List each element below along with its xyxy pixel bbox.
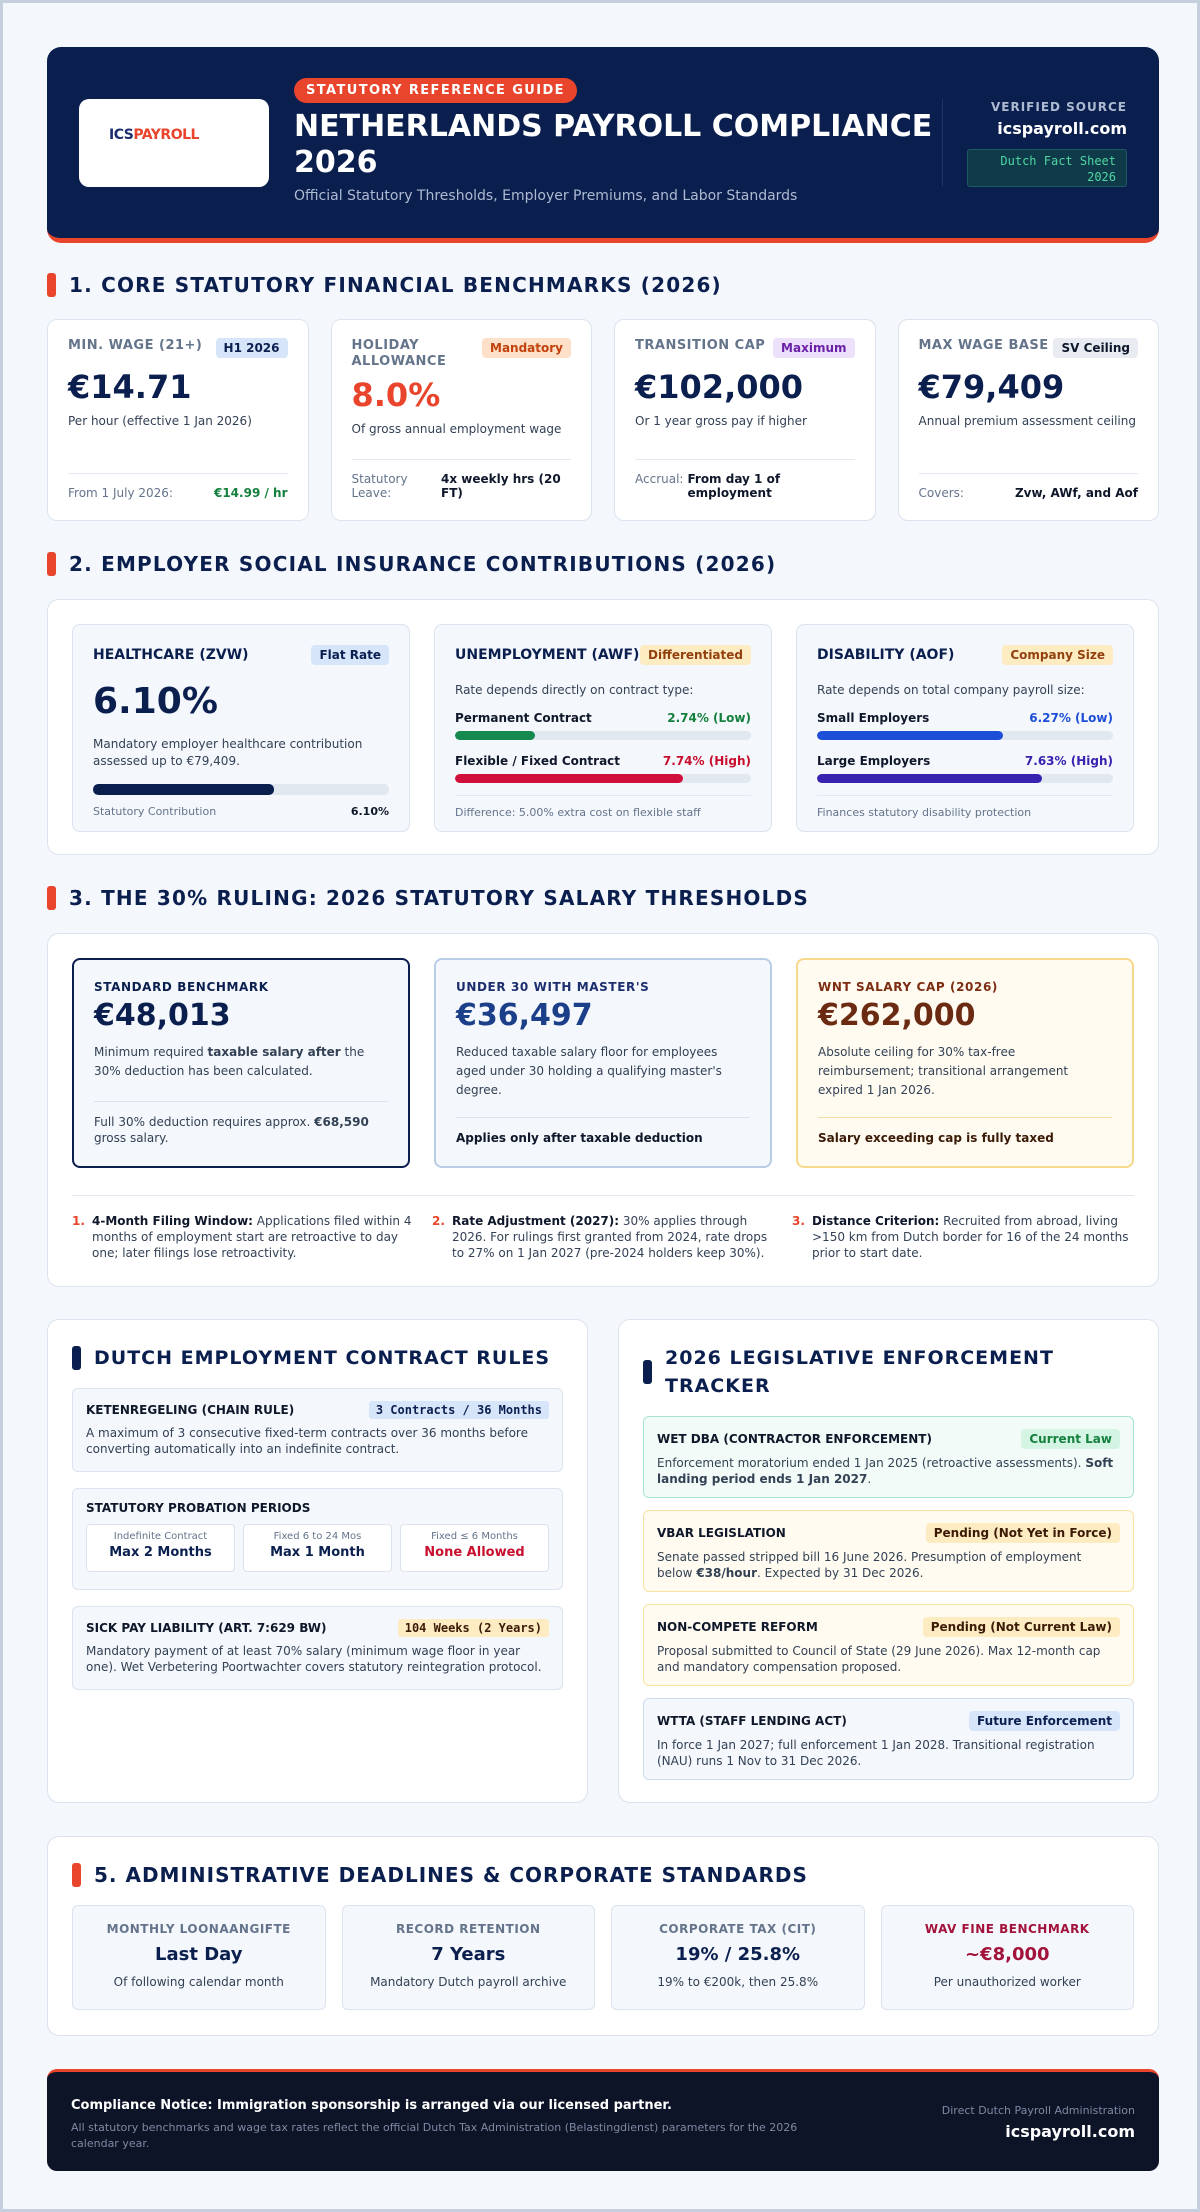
- rate-row: [817, 711, 1113, 725]
- probation-cell: [86, 1524, 235, 1572]
- admin-cards: [72, 1905, 1134, 2010]
- rate-bar: [817, 731, 1113, 740]
- card-label: MIN. WAGE (21+): [68, 338, 203, 353]
- status-badge: Pending (Not Current Law): [923, 1617, 1120, 1637]
- logo: [109, 127, 199, 143]
- section1-heading: [47, 273, 722, 297]
- enforcement-tracker-panel: [618, 1319, 1159, 1803]
- desc-bold: taxable salary after: [207, 1045, 341, 1059]
- probation-cell: [400, 1524, 549, 1572]
- ruling-value: €48,013: [94, 998, 231, 1033]
- contribution-bar-legend: [93, 805, 389, 818]
- foot-bold: €68,590: [314, 1115, 369, 1129]
- probation-label: Fixed 6 to 24 Mos: [273, 1531, 362, 1542]
- card-desc: Annual premium assessment ceiling: [918, 414, 1136, 428]
- benchmark-card-holiday: [331, 319, 593, 521]
- insurance-desc: Mandatory employer healthcare contribution assessed up to €79,409.: [93, 737, 363, 768]
- tracker-item-non-compete: [643, 1604, 1134, 1686]
- bar-label: Statutory Contribution: [93, 805, 217, 818]
- rate-bar-fill: [817, 774, 1042, 783]
- card-footer-key: Accrual:: [635, 472, 684, 486]
- section-marker: [72, 1863, 81, 1887]
- footer-disclaimer: All statutory benchmarks and wage tax rates reflect the official Dutch Tax Administration (Belastingdienst) parameters for the 2026 calendar year.: [71, 2121, 798, 2150]
- ruling-footer: [94, 1101, 388, 1146]
- desc-bold: Soft landing period ends 1 Jan 2027: [657, 1456, 1114, 1486]
- rule-title: STATUTORY PROBATION PERIODS: [86, 1501, 311, 1515]
- rate-bar: [817, 774, 1113, 783]
- ruling-note: [72, 1213, 414, 1261]
- card-footer-key: Statutory Leave:: [351, 472, 408, 500]
- ruling-card-wnt: [796, 958, 1134, 1168]
- rate-row: [455, 711, 751, 725]
- desc-text: . Expected by 31 Dec 2026.: [757, 1566, 924, 1580]
- admin-card-wav-fine: [881, 1905, 1135, 2010]
- tracker-item-desc: [657, 1737, 1120, 1769]
- contract-rules-title: DUTCH EMPLOYMENT CONTRACT RULES: [94, 1347, 551, 1369]
- page: [47, 47, 1159, 2150]
- card-footer: [919, 473, 1139, 500]
- rate-value: 7.63% (High): [1024, 754, 1113, 768]
- section-marker: [72, 1346, 81, 1370]
- note-bold: Rate Adjustment (2027):: [452, 1214, 620, 1228]
- ruling-note: [432, 1213, 774, 1261]
- verified-label: VERIFIED SOURCE: [990, 100, 1127, 114]
- status-badge: Future Enforcement: [969, 1711, 1120, 1731]
- card-desc: Or 1 year gross pay if higher: [635, 414, 807, 428]
- insurance-intro: Rate depends directly on contract type:: [455, 683, 694, 697]
- admin-desc: Per unauthorized worker: [933, 1975, 1081, 1989]
- section-marker: [47, 273, 56, 297]
- fact-sheet-line2: 2026: [1087, 170, 1116, 184]
- header-banner: [47, 47, 1159, 243]
- tracker-title: 2026 LEGISLATIVE ENFORCEMENT TRACKER: [665, 1347, 1054, 1397]
- admin-card-loonaangifte: [72, 1905, 326, 2010]
- card-footer-value: €14.99 / hr: [213, 486, 288, 500]
- section-marker: [47, 552, 56, 576]
- tracker-item-wtta: [643, 1698, 1134, 1780]
- tracker-item-vbar: [643, 1510, 1134, 1592]
- ruling-desc: Reduced taxable salary floor for employees aged under 30 holding a qualifying master's degree.: [456, 1045, 722, 1097]
- rate-label: Permanent Contract: [455, 711, 592, 725]
- note-text: Recruited from abroad, living >150 km from Dutch border for 16 of the 24 months prior to start date.: [812, 1214, 1129, 1260]
- card-badge: SV Ceiling: [1053, 338, 1138, 358]
- contribution-bar: [93, 784, 389, 795]
- tracker-item-title: WET DBA (CONTRACTOR ENFORCEMENT): [657, 1432, 932, 1446]
- benchmark-card-transition: [614, 319, 876, 521]
- note-body: [812, 1213, 1134, 1261]
- probation-cell: [243, 1524, 392, 1572]
- note-text: Applications filed within 4 months of employment start are retroactive to day one; later filings lose retroactivity.: [92, 1214, 412, 1260]
- note-bold: Distance Criterion:: [812, 1214, 940, 1228]
- desc-text: the 30% deduction has been calculated.: [94, 1045, 365, 1078]
- ruling-footer: Salary exceeding cap is fully taxed: [818, 1117, 1112, 1146]
- rule-desc: Mandatory payment of at least 70% salary (minimum wage floor in year one). Wet Verbetering Poortwachter covers statutory reintegration protocol.: [86, 1644, 542, 1674]
- section2-heading: [47, 552, 776, 576]
- logo-payroll-text: PAYROLL: [133, 127, 199, 143]
- probation-value: Max 2 Months: [109, 1545, 212, 1560]
- section1-title: 1. CORE STATUTORY FINANCIAL BENCHMARKS (2026): [69, 273, 722, 297]
- insurance-footnote: Finances statutory disability protection: [817, 795, 1113, 819]
- rate-bar-fill: [817, 731, 1003, 740]
- admin-card-retention: [342, 1905, 596, 2010]
- insurance-title: HEALTHCARE (ZVW): [93, 647, 249, 663]
- header-divider: [942, 99, 943, 187]
- status-badge: Pending (Not Yet in Force): [926, 1523, 1120, 1543]
- admin-desc: Of following calendar month: [113, 1975, 284, 1989]
- ruling-value: €262,000: [818, 998, 976, 1033]
- logo-ics-text: ICS: [109, 127, 134, 143]
- ruling-label: STANDARD BENCHMARK: [94, 980, 269, 994]
- rule-desc: A maximum of 3 consecutive fixed-term contracts over 36 months before converting automatically into an indefinite contract.: [86, 1426, 528, 1456]
- rule-title: SICK PAY LIABILITY (ART. 7:629 BW): [86, 1621, 327, 1635]
- admin-card-cit: [611, 1905, 865, 2010]
- note-number: 2.: [432, 1214, 445, 1228]
- card-desc: Of gross annual employment wage: [351, 422, 562, 436]
- desc-bold: €38/hour: [696, 1566, 757, 1580]
- rate-value: 7.74% (High): [662, 754, 751, 768]
- rate-bar-fill: [455, 731, 535, 740]
- benchmark-card-min-wage: [47, 319, 309, 521]
- ruling-label: WNT SALARY CAP (2026): [818, 980, 998, 994]
- contract-rules-heading: [72, 1344, 550, 1372]
- fact-sheet-line1: Dutch Fact Sheet: [1000, 154, 1116, 168]
- card-label: MAX WAGE BASE: [918, 338, 1049, 353]
- rate-row: [817, 754, 1113, 768]
- rate-row: [455, 754, 751, 768]
- ruling-note: [792, 1213, 1134, 1261]
- tracker-item-wet-dba: [643, 1416, 1134, 1498]
- note-body: [92, 1213, 414, 1261]
- rate-bar-fill: [455, 774, 683, 783]
- note-bold: 4-Month Filing Window:: [92, 1214, 253, 1228]
- sick-pay-box: [72, 1606, 563, 1690]
- desc-text: In force 1 Jan 2027; full enforcement 1 Jan 2028. Transitional registration (NAU) runs 1 Nov to 31 Dec 2026.: [657, 1738, 1095, 1768]
- admin-desc: 19% to €200k, then 25.8%: [657, 1975, 819, 1989]
- rate-bar: [455, 731, 751, 740]
- note-number: 1.: [72, 1214, 85, 1228]
- admin-label: MONTHLY LOONAANGIFTE: [106, 1922, 291, 1936]
- ruling-value: €36,497: [456, 998, 593, 1033]
- card-footer: [635, 459, 855, 500]
- card-badge: Maximum: [773, 338, 854, 358]
- card-footer-key: Covers:: [918, 486, 964, 500]
- card-value: €102,000: [635, 368, 804, 406]
- card-label: HOLIDAY ALLOWANCE: [351, 338, 447, 369]
- status-badge: Current Law: [1021, 1429, 1120, 1449]
- tracker-item-title: VBAR LEGISLATION: [657, 1526, 786, 1540]
- logo-card: [79, 99, 269, 187]
- tracker-item-title: NON-COMPETE REFORM: [657, 1620, 818, 1634]
- tracker-item-desc: [657, 1455, 1120, 1487]
- foot-text: Full 30% deduction requires approx.: [94, 1115, 315, 1129]
- rule-badge: 3 Contracts / 36 Months: [369, 1401, 549, 1419]
- card-footer: [68, 473, 288, 500]
- card-footer-value: Zvw, AWf, and Aof: [1014, 486, 1138, 500]
- desc-text: .: [867, 1472, 872, 1486]
- insurance-badge: Company Size: [1002, 645, 1113, 665]
- insurance-intro: Rate depends on total company payroll size:: [817, 683, 1085, 697]
- ruling-card-under30: [434, 958, 772, 1168]
- card-desc: Per hour (effective 1 Jan 2026): [68, 414, 252, 428]
- rate-value: 6.27% (Low): [1029, 711, 1113, 725]
- card-badge: Mandatory: [482, 338, 571, 358]
- card-footer-value: 4x weekly hrs (20 FT): [441, 472, 561, 500]
- insurance-card-aof: [796, 624, 1134, 832]
- admin-label: RECORD RETENTION: [395, 1922, 541, 1936]
- note-number: 3.: [792, 1214, 805, 1228]
- benchmark-cards: [47, 319, 1159, 521]
- ruling-footer: Applies only after taxable deduction: [456, 1117, 750, 1146]
- ruling-panel: [47, 933, 1159, 1287]
- tracker-item-desc: [657, 1643, 1120, 1675]
- card-badge: H1 2026: [216, 338, 288, 358]
- guide-pill: STATUTORY REFERENCE GUIDE: [294, 78, 577, 103]
- card-footer-value: From day 1 of employment: [687, 472, 781, 500]
- probation-label: Fixed ≤ 6 Months: [431, 1531, 518, 1542]
- desc-text: Enforcement moratorium ended 1 Jan 2025 (retroactive assessments).: [657, 1456, 1086, 1470]
- page-title: NETHERLANDS PAYROLL COMPLIANCE 2026: [294, 109, 933, 180]
- insurance-rate: 6.10%: [93, 681, 218, 722]
- bar-value: 6.10%: [350, 805, 389, 818]
- rate-bar: [455, 774, 751, 783]
- fact-sheet-badge: [967, 149, 1127, 187]
- rate-label: Small Employers: [817, 711, 930, 725]
- section2-title: 2. EMPLOYER SOCIAL INSURANCE CONTRIBUTIONS (2026): [69, 552, 777, 576]
- admin-value: ~€8,000: [964, 1944, 1050, 1965]
- compliance-notice: Compliance Notice: Immigration sponsorship is arranged via our licensed partner.: [71, 2098, 672, 2113]
- card-value: 8.0%: [351, 376, 441, 414]
- tracker-item-title: WTTA (STAFF LENDING ACT): [657, 1714, 847, 1728]
- card-footer-key: From 1 July 2026:: [68, 486, 173, 500]
- section-marker: [47, 886, 56, 910]
- contribution-bar-fill: [93, 784, 274, 795]
- rate-label: Flexible / Fixed Contract: [455, 754, 621, 768]
- admin-panel: [47, 1836, 1159, 2036]
- insurance-footnote: Difference: 5.00% extra cost on flexible staff: [455, 795, 751, 819]
- ruling-desc: [94, 1043, 388, 1081]
- insurance-badge: Differentiated: [640, 645, 751, 665]
- probation-value: Max 1 Month: [270, 1545, 365, 1560]
- insurance-card-awf: [434, 624, 772, 832]
- probation-value: None Allowed: [424, 1545, 525, 1560]
- section3-title: 3. THE 30% RULING: 2026 STATUTORY SALARY THRESHOLDS: [69, 886, 809, 910]
- section-marker: [643, 1360, 652, 1384]
- section5-heading: [72, 1861, 808, 1889]
- admin-label: WAV FINE BENCHMARK: [924, 1922, 1090, 1936]
- tracker-heading: [643, 1344, 1083, 1400]
- insurance-card-zvw: [72, 624, 410, 832]
- probation-box: [72, 1488, 563, 1590]
- ruling-label: UNDER 30 WITH MASTER'S: [456, 980, 650, 994]
- insurance-panel: [47, 599, 1159, 855]
- probation-label: Indefinite Contract: [113, 1531, 208, 1542]
- benchmark-card-max-wage: [898, 319, 1160, 521]
- ruling-card-standard: [72, 958, 410, 1168]
- desc-text: Minimum required: [94, 1045, 208, 1059]
- foot-text: gross salary.: [94, 1131, 169, 1145]
- admin-value: 7 Years: [431, 1944, 506, 1965]
- section5-title: 5. ADMINISTRATIVE DEADLINES & CORPORATE STANDARDS: [94, 1863, 808, 1887]
- note-text: 30% applies through 2026. For rulings first granted from 2024, rate drops to 27% on 1 Jan 2027 (pre-2024 holders keep 30%).: [452, 1214, 768, 1260]
- ruling-divider: [72, 1195, 1134, 1196]
- admin-value: Last Day: [155, 1944, 243, 1965]
- admin-value: 19% / 25.8%: [675, 1944, 801, 1965]
- note-body: [452, 1213, 774, 1261]
- chain-rule-box: [72, 1388, 563, 1472]
- admin-desc: Mandatory Dutch payroll archive: [370, 1975, 567, 1989]
- ruling-desc: Absolute ceiling for 30% tax-free reimbursement; transitional arrangement expired 1 Jan 2026.: [818, 1045, 1069, 1097]
- admin-label: CORPORATE TAX (CIT): [659, 1922, 817, 1936]
- rate-label: Large Employers: [817, 754, 931, 768]
- footer-site-link[interactable]: icspayroll.com: [1005, 2122, 1135, 2141]
- card-value: €14.71: [68, 368, 192, 406]
- card-footer: [352, 459, 572, 500]
- insurance-title: UNEMPLOYMENT (AWF): [455, 647, 640, 663]
- tracker-item-desc: [657, 1549, 1120, 1581]
- verified-site-link[interactable]: icspayroll.com: [997, 119, 1127, 138]
- rule-title: KETENREGELING (CHAIN RULE): [86, 1403, 295, 1417]
- rule-badge: 104 Weeks (2 Years): [398, 1619, 549, 1637]
- probation-cells: [86, 1524, 549, 1572]
- rate-value: 2.74% (Low): [667, 711, 751, 725]
- footer: [47, 2069, 1159, 2171]
- card-label: TRANSITION CAP: [635, 338, 766, 353]
- desc-text: Proposal submitted to Council of State (29 June 2026). Max 12-month cap and mandatory compensation proposed.: [657, 1644, 1101, 1674]
- insurance-badge: Flat Rate: [311, 645, 389, 665]
- section3-heading: [47, 886, 809, 910]
- contract-rules-panel: [47, 1319, 588, 1803]
- insurance-title: DISABILITY (AOF): [817, 647, 955, 663]
- footer-tagline: Direct Dutch Payroll Administration: [941, 2104, 1135, 2117]
- page-subtitle: Official Statutory Thresholds, Employer Premiums, and Labor Standards: [294, 188, 798, 204]
- card-value: €79,409: [918, 368, 1065, 406]
- desc-text: Senate passed stripped bill 16 June 2026. Presumption of employment below: [657, 1550, 1082, 1580]
